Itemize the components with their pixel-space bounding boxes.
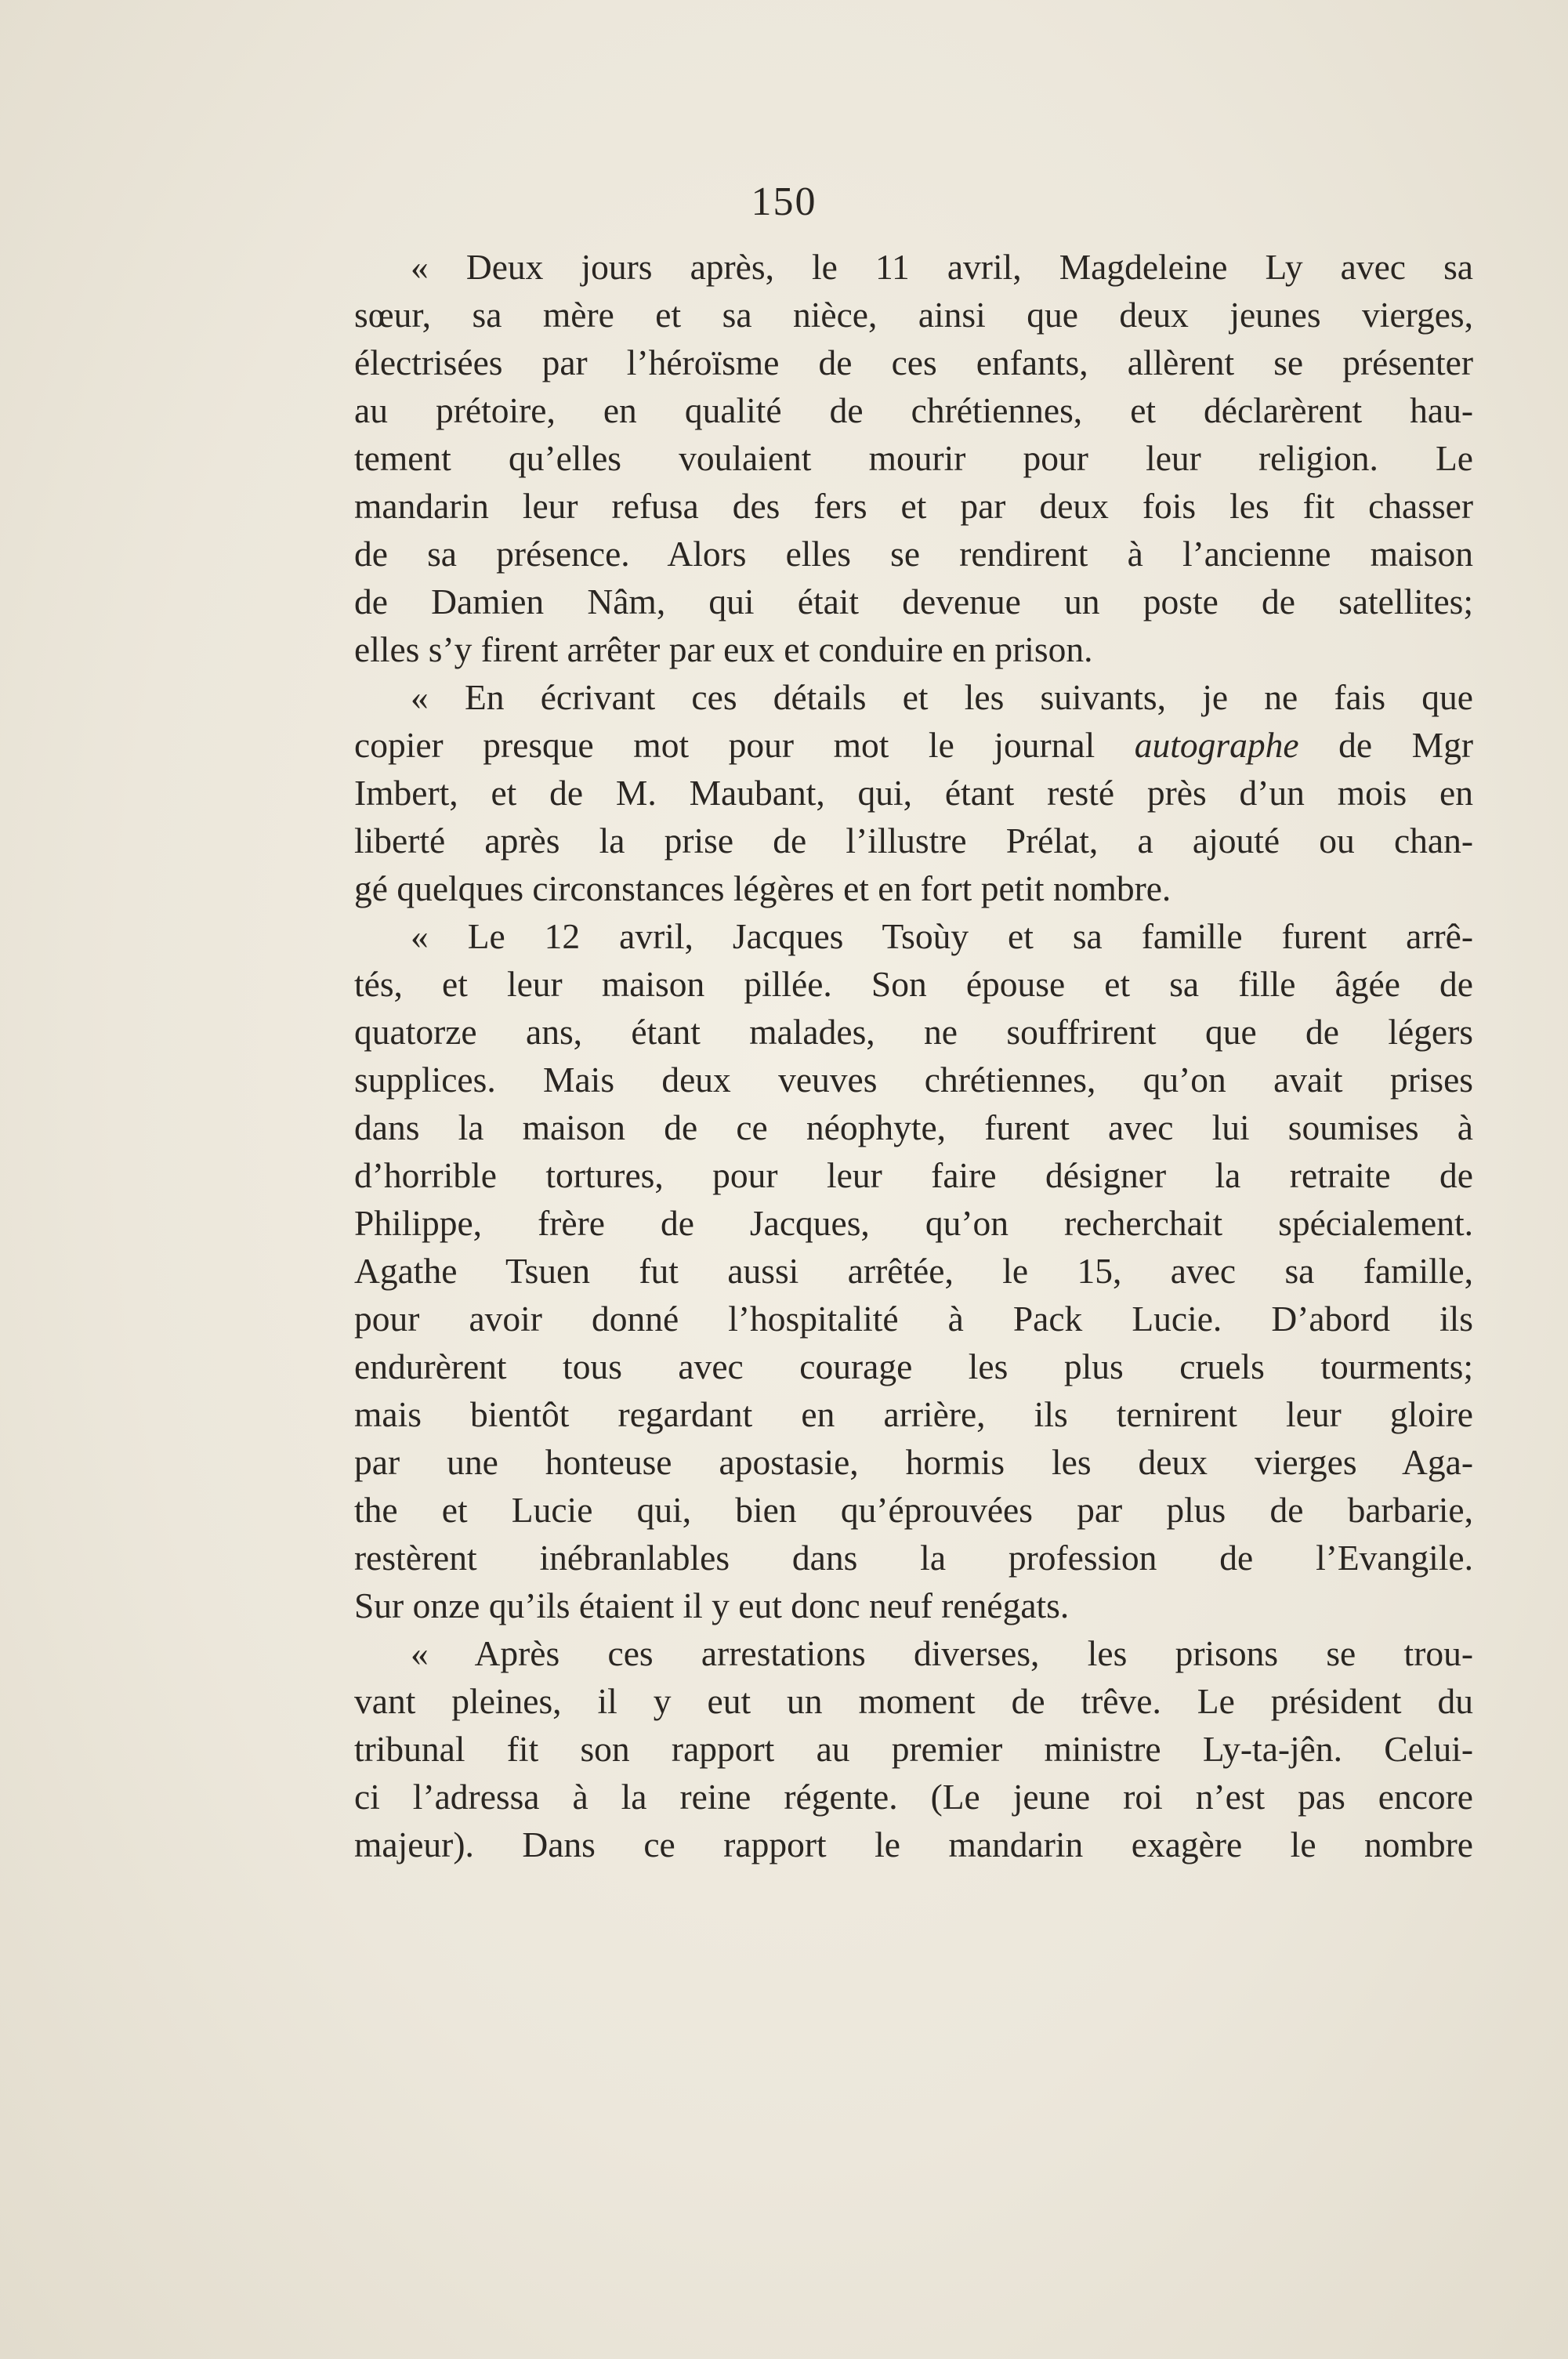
text-line: the et Lucie qui, bien qu’éprouvées par plus de barbarie,: [354, 1490, 1473, 1530]
text-line: supplices. Mais deux veuves chrétiennes, qu’on avait prises: [354, 1060, 1473, 1100]
text-line: électrisées par l’héroïsme de ces enfants, allèrent se présenter: [354, 342, 1473, 382]
text-line: elles s’y firent arrêter par eux et conduire en prison.: [354, 629, 1093, 669]
text-line: d’horrible tortures, pour leur faire désigner la retraite de: [354, 1155, 1473, 1195]
italic-word: autographe: [1134, 725, 1299, 765]
text-segment: copier presque mot pour mot le journal: [354, 725, 1135, 765]
text-line: Philippe, frère de Jacques, qu’on recherchait spécialement.: [354, 1203, 1473, 1243]
text-line: « Le 12 avril, Jacques Tsoùy et sa famille furent arrê-: [411, 916, 1473, 956]
page-number: 150: [751, 179, 817, 224]
text-line: sœur, sa mère et sa nièce, ainsi que deux jeunes vierges,: [354, 295, 1473, 335]
text-segment: de Mgr: [1298, 725, 1473, 765]
text-line: vant pleines, il y eut un moment de trêve. Le président du: [354, 1681, 1473, 1721]
text-line: Agathe Tsuen fut aussi arrêtée, le 15, avec sa famille,: [354, 1251, 1473, 1291]
text-line: endurèrent tous avec courage les plus cruels tourments;: [354, 1346, 1473, 1386]
text-line: de Damien Nâm, qui était devenue un poste de satellites;: [354, 582, 1473, 621]
text-line: gé quelques circonstances légères et en fort petit nombre.: [354, 868, 1171, 908]
text-line: tement qu’elles voulaient mourir pour leur religion. Le: [354, 438, 1473, 478]
text-line: « Deux jours après, le 11 avril, Magdeleine Ly avec sa: [411, 247, 1473, 287]
text-line: Imbert, et de M. Maubant, qui, étant resté près d’un mois en: [354, 773, 1473, 813]
text-line: Sur onze qu’ils étaient il y eut donc neuf renégats.: [354, 1585, 1070, 1625]
text-line: « En écrivant ces détails et les suivants, je ne fais que: [411, 677, 1473, 717]
text-line: tribunal fit son rapport au premier ministre Ly-ta-jên. Celui-: [354, 1729, 1473, 1769]
text-line: majeur). Dans ce rapport le mandarin exagère le nombre: [354, 1825, 1473, 1864]
text-line: restèrent inébranlables dans la profession de l’Evangile.: [354, 1538, 1473, 1578]
text-line-with-italic: [354, 721, 1473, 769]
text-line: au prétoire, en qualité de chrétiennes, et déclarèrent hau-: [354, 390, 1473, 430]
text-line: « Après ces arrestations diverses, les prisons se trou-: [411, 1633, 1473, 1673]
text-line: dans la maison de ce néophyte, furent avec lui soumises à: [354, 1107, 1473, 1147]
text-line: pour avoir donné l’hospitalité à Pack Lucie. D’abord ils: [354, 1299, 1473, 1339]
body-text: [354, 243, 1473, 1868]
text-line: ci l’adressa à la reine régente. (Le jeune roi n’est pas encore: [354, 1777, 1473, 1817]
text-line: quatorze ans, étant malades, ne souffrirent que de légers: [354, 1012, 1473, 1052]
text-line: liberté après la prise de l’illustre Prélat, a ajouté ou chan-: [354, 821, 1473, 861]
text-line: mandarin leur refusa des fers et par deux fois les fit chasser: [354, 486, 1473, 526]
text-line: par une honteuse apostasie, hormis les deux vierges Aga-: [354, 1442, 1473, 1482]
text-line: mais bientôt regardant en arrière, ils ternirent leur gloire: [354, 1394, 1473, 1434]
text-line: tés, et leur maison pillée. Son épouse et sa fille âgée de: [354, 964, 1473, 1004]
text-line: de sa présence. Alors elles se rendirent à l’ancienne maison: [354, 534, 1473, 574]
